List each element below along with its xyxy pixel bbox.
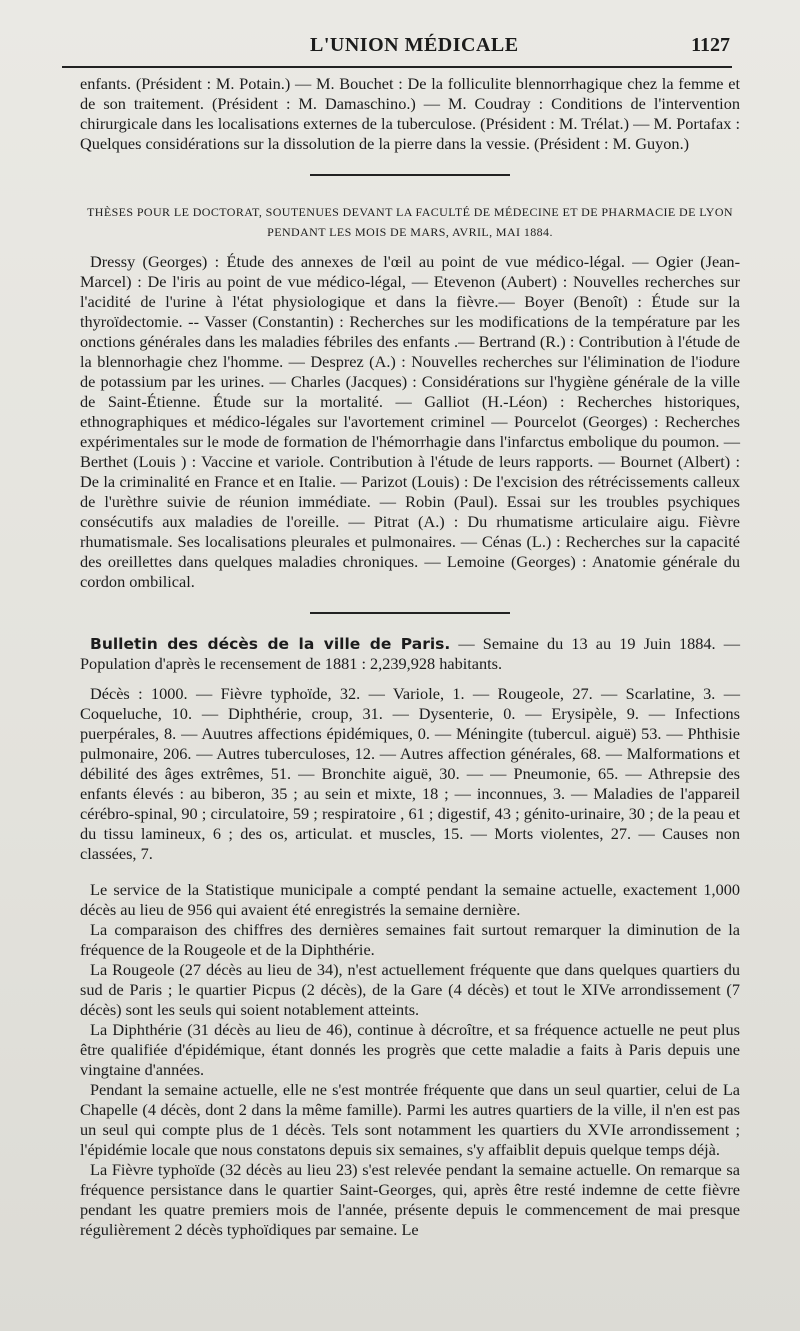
bulletin-paragraph: Pendant la semaine actuelle, elle ne s'est montrée fréquente que dans un seul quartier, celui de La Chapelle (4 décès, dont 2 dans la même famille). Parmi les autres quartiers de la ville, il n'en est pas un seul qui compte plus de 1 décès. Tels sont notamment les quartiers du XVIe arrondissement ; l'épidémie locale que nous constatons depuis six semaines, s'y affaiblit depuis quelque temps déjà.	[80, 1080, 740, 1159]
bulletin-paragraph: Le service de la Statistique municipale a compté pendant la semaine actuelle, exactement 1,000 décès au lieu de 956 qui avaient été enregistrés la semaine dernière.	[80, 880, 740, 919]
theses-heading-line2: PENDANT LES MOIS DE MARS, AVRIL, MAI 1884.	[267, 225, 553, 239]
section-divider	[310, 174, 510, 176]
theses-heading-line1: THÈSES POUR LE DOCTORAT, SOUTENUES DEVANT LA FACULTÉ DE MÉDECINE ET DE PHARMACIE DE LYON	[87, 205, 733, 219]
bulletin-paragraph: La Fièvre typhoïde (32 décès au lieu 23) s'est relevée pendant la semaine actuelle. On remarque sa fréquence persistance dans le quartier Saint-Georges, qui, après être resté indemne de cette fièvre pendant les quatre premiers mois de l'année, présente depuis le commencement de mai presque régulièrement 2 décès typhoïdiques par semaine. Le	[80, 1160, 740, 1239]
page-number: 1127	[691, 34, 730, 56]
page-content	[80, 74, 740, 1240]
intro-paragraph: enfants. (Président : M. Potain.) — M. Bouchet : De la folliculite blennorrhagique chez la femme et de son traitement. (Président : M. Damaschino.) — M. Coudray : Conditions de l'intervention chirurgicale dans les localisations externes de la tuberculose. (Président : M. Trélat.) — M. Portafax : Quelques considérations sur la dissolution de la pierre dans la vessie. (Président : M. Guyon.)	[80, 74, 740, 153]
theses-list: Dressy (Georges) : Étude des annexes de l'œil au point de vue médico-légal. — Ogier (Jean-Marcel) : De l'iris au point de vue médico-légal, — Etevenon (Aubert) : Nouvelles recherches sur l'acidité de l'urine à l'état physiologique et dans la fièvre.— Boyer (Benoît) : Étude sur la thyroïdectomie. -- Vasser (Constantin) : Recherches sur les modifications de la température par les onctions générales dans les maladies fébriles des enfants .— Bertrand (R.) : Contribution à l'étude de la blennorhagie chez l'homme. — Desprez (A.) : Nouvelles recherches sur l'élimination de l'iodure de potassium par les urines. — Charles (Jacques) : Considérations sur l'hygiène générale de la ville de Saint-Étienne. Étude sur la mortalité. — Galliot (H.-Léon) : Recherches historiques, ethnographiques et médico-légales sur l'avortement criminel — Pourcelot (Georges) : Recherches expérimentales sur le mode de formation de l'hémorrhagie dans l'infarctus embolique du poumon. — Berthet (Louis ) : Vaccine et variole. Contribution à l'étude de leurs rapports. — Bournet (Albert) : De la criminalité en France et en Italie. — Parizot (Louis) : De l'excision des rétrécissements calleux de l'urèthre suivie de réunion immédiate. — Robin (Paul). Essai sur les troubles psychiques consécutifs aux maladies de l'oreille. — Pitrat (A.) : Du rhumatisme articulaire aigu. Fièvre rhumatismale. Ses localisations pleurales et pulmonaires. — Cénas (L.) : Recherches sur la capacité des oreillettes dans quelques maladies chroniques. — Lemoine (Georges) : Anatomie générale du cordon ombilical.	[80, 252, 740, 591]
bulletin-heading	[80, 634, 740, 674]
bulletin-paragraph: La Diphthérie (31 décès au lieu de 46), continue à décroître, et sa fréquence actuelle ne peut plus être qualifiée d'épidémique, étant donnés les progrès que cette maladie a faits à Paris depuis une vingtaine d'années.	[80, 1020, 740, 1079]
bulletin-paragraph: La Rougeole (27 décès au lieu de 34), n'est actuellement fréquente que dans quelques quartiers du sud de Paris ; le quartier Picpus (2 décès), de la Gare (4 décès) et tout le XIVe arrondissement (7 décès) sont les seuls qui soient notablement atteints.	[80, 960, 740, 1019]
header-rule	[62, 66, 732, 68]
section-divider-2	[310, 612, 510, 614]
deaths-statistics: Décès : 1000. — Fièvre typhoïde, 32. — Variole, 1. — Rougeole, 27. — Scarlatine, 3. — Coqueluche, 10. — Diphthérie, croup, 31. — Dysenterie, 0. — Erysipèle, 9. — Infections puerpérales, 8. — Auutres affections épidémiques, 0. — Méningite (tubercul. aiguë) 53. — Phthisie pulmonaire, 206. — Autres tuberculoses, 12. — Autres affection générales, 68. — Malformations et débilité des âges extrêmes, 51. — Bronchite aiguë, 30. — — Pneumonie, 65. — Athrepsie des enfants élevés : au biberon, 35 ; au sein et mixte, 18 ; — inconnues, 3. — Maladies de l'appareil cérébro-spinal, 90 ; circulatoire, 59 ; respiratoire , 61 ; digestif, 43 ; génito-urinaire, 30 ; de la peau et du tissu lamineux, 6 ; des os, articulat. et muscles, 15. — Morts violentes, 27. — Causes non classées, 7.	[80, 684, 740, 863]
journal-title: L'UNION MÉDICALE	[310, 34, 519, 56]
running-head	[80, 34, 740, 60]
bulletin-paragraph: La comparaison des chiffres des dernières semaines fait surtout remarquer la diminution de la fréquence de la Rougeole et de la Diphthérie.	[80, 920, 740, 959]
bulletin-subtitle: — Semaine du 13 au 19 Juin 1884. — Population d'après le recensement de 1881 : 2,239,928 habitants.	[80, 634, 740, 673]
bulletin-title: Bulletin des décès de la ville de Paris.	[90, 635, 451, 653]
